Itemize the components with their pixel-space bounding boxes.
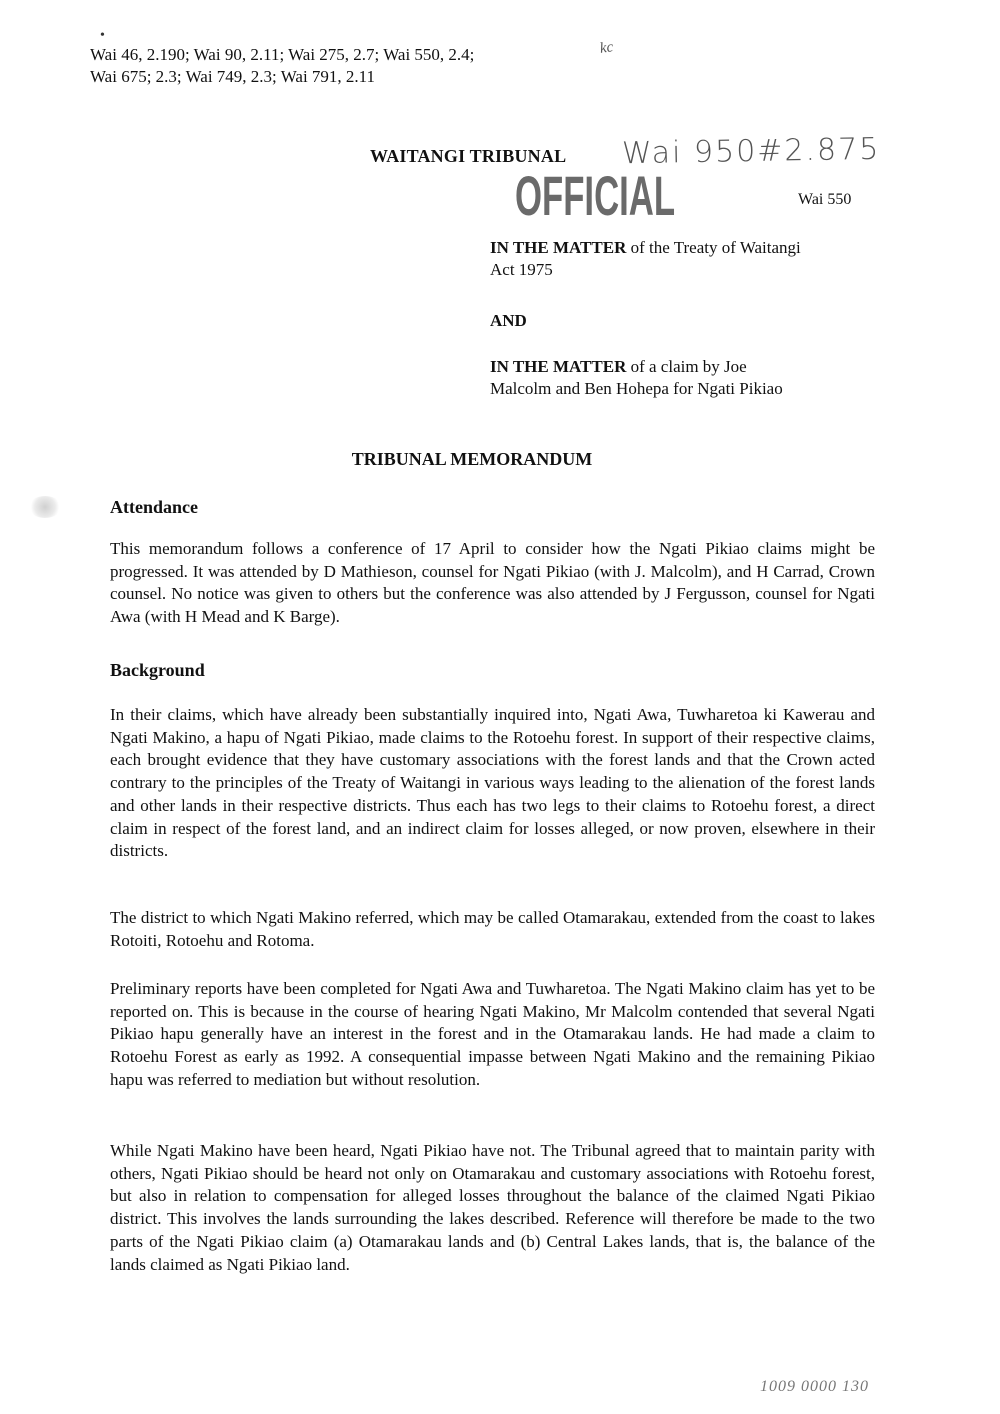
official-stamp: OFFICIAL	[515, 164, 676, 227]
scan-speck: •	[100, 28, 105, 43]
document-title-text: TRIBUNAL MEMORANDUM	[351, 449, 593, 469]
reference-line: Wai 675; 2.3; Wai 749, 2.3; Wai 791, 2.11	[90, 67, 376, 86]
matter-connector	[490, 310, 890, 332]
matter-block-second	[490, 356, 890, 400]
organisation-name: WAITANGI TRIBUNAL	[370, 146, 567, 166]
matter-line	[490, 237, 890, 259]
and-label: AND	[490, 311, 527, 330]
matter-line	[490, 356, 890, 378]
paragraph-background-1: In their claims, which have already been substantially inquired into, Ngati Awa, Tuwharetoa ki Kawerau and Ngati Makino, a hapu of Ngati Pikiao, made claims to the Rotoehu forest. In support of their respective claims, each brought evidence that they have customary associations with the forest lands and that the Crown acted contrary to the principles of the Treaty of Waitangi in various ways leading to the alienation of the forest lands and other lands in their respective districts. Thus each has two legs to their claims to Rotoehu forest, a direct claim in respect of the forest land, and an indirect claim for losses alleged, or now proven, elsewhere in their districts.	[110, 705, 875, 861]
matter-label: IN THE MATTER	[490, 357, 627, 376]
paragraph-background-3: Preliminary reports have been completed for Ngati Awa and Tuwharetoa. The Ngati Makino claim has yet to be reported on. This is because in the course of hearing Ngati Makino, Mr Malcolm contended that several Ngati Pikiao hapu generally have an interest in the forest and in the Otamarakau lands. He had made a claim to Rotoehu Forest as early as 1992. A consequential impasse between Ngati Makino and the remaining Pikiao hapu was referred to mediation but without resolution.	[110, 979, 875, 1089]
reference-line: Wai 46, 2.190; Wai 90, 2.11; Wai 275, 2.7; Wai 550, 2.4;	[90, 45, 475, 64]
matter-line: Act 1975	[490, 260, 553, 279]
matter-line: Malcolm and Ben Hohepa for Ngati Pikiao	[490, 379, 783, 398]
paragraph-attendance: This memorandum follows a conference of 17 April to consider how the Ngati Pikiao claims might be progressed. It was attended by D Mathieson, counsel for Ngati Pikiao (with J. Malcolm), and H Carrad, Crown counsel. No notice was given to others but the conference was also attended by J Fergusson, counsel for Ngati Awa (with H Mead and K Barge).	[110, 539, 875, 627]
claim-number: Wai 550	[798, 191, 852, 208]
scan-code: 1009 0000 130	[760, 1378, 869, 1395]
document-title	[0, 449, 1000, 470]
matter-label: IN THE MATTER	[490, 238, 627, 257]
handwritten-reference: Wai 950#2.875	[621, 131, 881, 172]
section-heading-background: Background	[110, 660, 205, 680]
reference-list	[90, 44, 474, 88]
section-heading-attendance: Attendance	[110, 497, 198, 517]
matter-text: of the Treaty of Waitangi	[626, 238, 801, 257]
handwritten-initials: kc	[598, 39, 615, 57]
matter-block-first	[490, 237, 890, 281]
scan-smudge	[28, 496, 62, 518]
paragraph-background-2: The district to which Ngati Makino referred, which may be called Otamarakau, extended from the coast to lakes Rotoiti, Rotoehu and Rotoma.	[110, 908, 875, 950]
matter-text: of a claim by Joe	[626, 357, 747, 376]
paragraph-background-4: While Ngati Makino have been heard, Ngati Pikiao have not. The Tribunal agreed that to maintain parity with others, Ngati Pikiao should be heard not only on Otamarakau and customary associations with Rotoehu forest, but also in relation to compensation for alleged losses throughout the balance of the claimed Ngati Pikiao district. This involves the lands surrounding the lakes described. Reference will therefore be made to the two parts of the Ngati Pikiao claim (a) Otamarakau lands and (b) Central Lakes lands, that is, the balance of the lands claimed as Ngati Pikiao land.	[110, 1141, 875, 1274]
